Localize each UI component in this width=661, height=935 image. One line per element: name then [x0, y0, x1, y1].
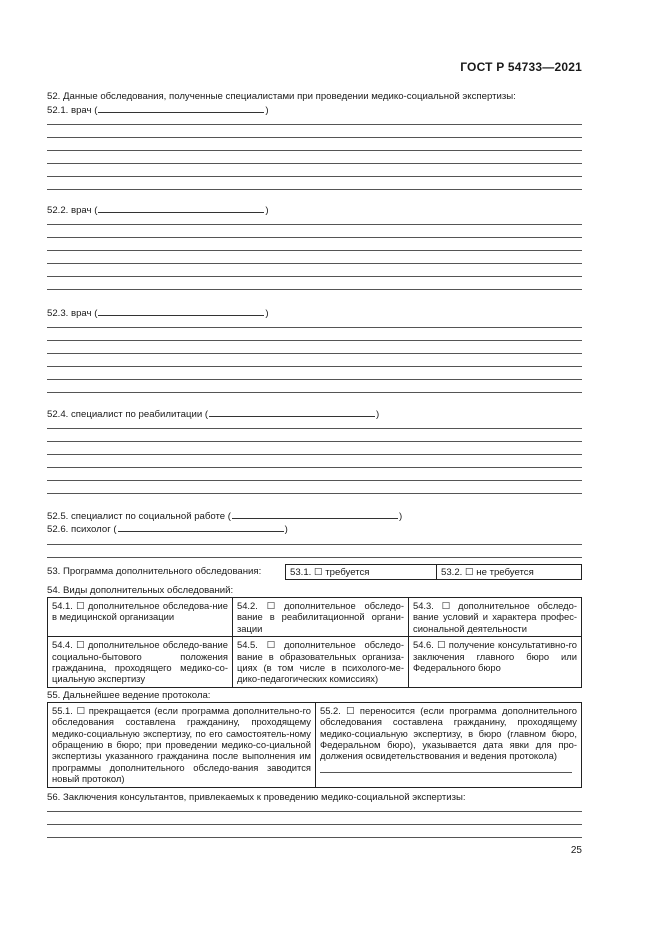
doctor-3-notes[interactable] [47, 319, 582, 393]
section-52-2-label: 52.2. врач ( [47, 205, 98, 216]
section-52-1-label: 52.1. врач ( [47, 105, 98, 116]
protocol-terminated-option[interactable]: 55.1. ☐ прекращается (если программа дополнительно-го обследования составлена гражданину, проходящему медико-социальную экспертизу, по его самостоятель-ному обращению в бюро; при проведении медико-со-циальной экспертизы указанного гражданина после выполнения им программы дополнительного обследо-вания заводится новый протокол) [48, 702, 316, 787]
program-not-required-option[interactable]: 53.2. ☐ не требуется [437, 564, 582, 580]
psychologist-field[interactable] [118, 522, 284, 532]
protocol-transferred-option[interactable]: 55.2. ☐ переносится (если программа дополнительного обследования составлена гражданину, проходящему медико-социальную экспертизу, в бюро (главном бюро, Федеральном бюро), указывается дата явки для про-должения освидетельствования и ведения протокола) [320, 704, 577, 762]
appearance-date-field[interactable] [320, 762, 572, 773]
section-52-4-label: 52.4. специалист по реабилитации ( [47, 409, 209, 420]
exam-medical-option[interactable]: 54.1. ☐ дополнительное обследова-ние в медицинской организации [48, 598, 233, 637]
section-54-title: 54. Виды дополнительных обследований: [47, 585, 234, 596]
rehab-specialist-field[interactable] [209, 407, 375, 417]
section-52-1-close: ) [265, 105, 269, 116]
section-52-5-close: ) [399, 511, 403, 522]
doctor-2-notes[interactable] [47, 216, 582, 290]
exam-social-option[interactable]: 54.4. ☐ дополнительное обследо-вание социально-бытового положения гражданина, проходящего медико-со-циальную экспертизу [48, 637, 233, 688]
section-53-row [47, 564, 582, 580]
doctor-1-notes[interactable] [47, 116, 582, 190]
section-52-3-label: 52.3. врач ( [47, 308, 98, 319]
section-53-label: 53. Программа дополнительного обследования: [47, 566, 262, 577]
section-52-6 [47, 522, 582, 535]
section-52-5-label: 52.5. специалист по социальной работе ( [47, 511, 231, 522]
section-52-4 [47, 407, 582, 420]
table-row [48, 702, 582, 787]
section-52-title: 52. Данные обследования, полученные специалистами при проведении медико-социальной экспертизы: [47, 91, 516, 102]
exam-work-conditions-option[interactable]: 54.3. ☐ дополнительное обследо-вание условий и характера профес-сиональной деятельности [409, 598, 582, 637]
page-number: 25 [570, 845, 582, 856]
section-56-title: 56. Заключения консультантов, привлекаемых к проведению медико-социальной экспертизы: [47, 791, 466, 803]
table-row [48, 637, 582, 688]
section-55-title: 55. Дальнейшее ведение протокола: [47, 689, 211, 701]
table-row [48, 598, 582, 637]
doctor-3-field[interactable] [98, 306, 264, 316]
consultants-notes[interactable] [47, 804, 582, 838]
section-52-3-close: ) [265, 308, 269, 319]
program-required-option[interactable]: 53.1. ☐ требуется [285, 564, 437, 580]
section-52-5 [47, 509, 582, 522]
doctor-2-field[interactable] [98, 203, 264, 213]
exam-education-option[interactable]: 54.5. ☐ дополнительное обследо-вание в образовательных организа-циях (в том числе в психолого-ме-дико-педагогических комиссиях) [233, 637, 409, 688]
standard-header: ГОСТ Р 54733—2021 [460, 60, 582, 74]
section-52-3 [47, 306, 582, 319]
section-52-6-close: ) [284, 524, 288, 535]
section-52-6-label: 52.6. психолог ( [47, 524, 117, 535]
form-content [47, 90, 582, 838]
section-52-4-close: ) [376, 409, 380, 420]
psychologist-notes[interactable] [47, 535, 582, 558]
exam-consultation-option[interactable]: 54.6. ☐ получение консультативно-го заключения главного бюро или Федерального бюро [409, 637, 582, 688]
social-worker-field[interactable] [232, 509, 398, 519]
section-52-2 [47, 203, 582, 216]
rehab-specialist-notes[interactable] [47, 420, 582, 494]
exam-rehab-option[interactable]: 54.2. ☐ дополнительное обследо-вание в реабилитационной органи-зации [233, 598, 409, 637]
section-52-1 [47, 103, 582, 116]
doctor-1-field[interactable] [98, 103, 264, 113]
section-52-2-close: ) [265, 205, 269, 216]
protocol-table [47, 702, 582, 788]
protocol-transferred-cell [316, 702, 582, 787]
exam-types-table [47, 597, 582, 688]
